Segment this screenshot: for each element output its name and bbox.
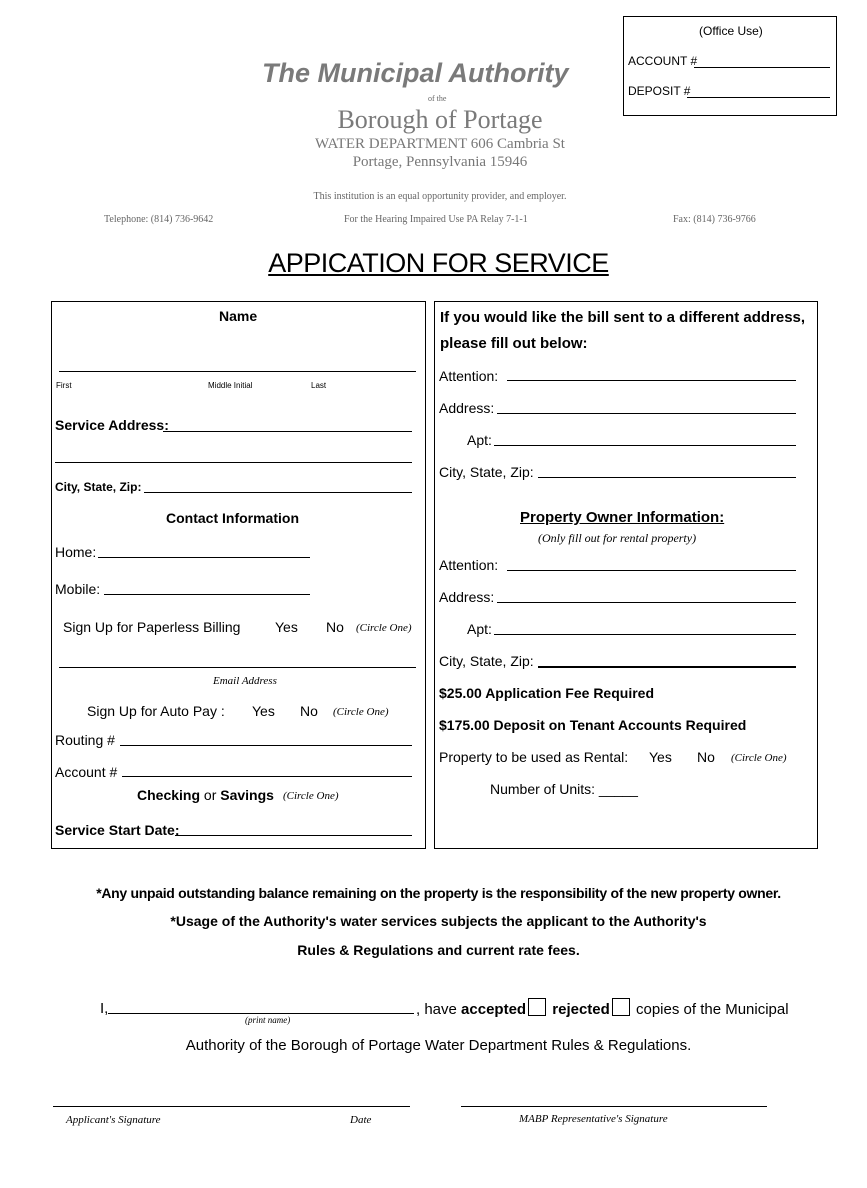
bill-attention-label: Attention: (439, 368, 499, 384)
acceptance-options (416, 998, 789, 1018)
application-fee: $25.00 Application Fee Required (439, 685, 654, 701)
applicant-signature-label: Applicant's Signature (66, 1114, 161, 1126)
account-number-label: ACCOUNT # (628, 54, 698, 68)
owner-attention-field[interactable] (507, 570, 796, 571)
deposit-number-label: DEPOSIT # (628, 84, 691, 98)
first-label: First (56, 381, 72, 390)
account-label: Account # (55, 764, 118, 780)
acceptance-i: I, (100, 1000, 109, 1017)
account-field[interactable] (122, 776, 412, 777)
owner-heading: Property Owner Information: (520, 509, 725, 526)
equal-opportunity: This institution is an equal opportunity provider, and employer. (313, 191, 567, 202)
rental-label: Property to be used as Rental: (439, 749, 629, 765)
owner-apt-label: Apt: (467, 621, 492, 637)
email-label: Email Address (213, 675, 277, 687)
print-name-field[interactable] (108, 1013, 414, 1014)
rental-yes[interactable]: Yes (649, 749, 672, 765)
rep-signature-line[interactable] (461, 1106, 767, 1107)
notice-line-1: *Any unpaid outstanding balance remaining on the property is the responsibility of the new property owner. (96, 885, 781, 901)
print-name-label: (print name) (245, 1015, 291, 1025)
deposit-number-field[interactable] (687, 97, 830, 98)
bill-city-label: City, State, Zip: (439, 464, 534, 480)
savings-option[interactable]: Savings (220, 787, 274, 803)
checking-savings (137, 787, 274, 803)
middle-label: Middle Initial (208, 381, 253, 390)
date-label: Date (350, 1114, 372, 1126)
mobile-phone-field[interactable] (104, 594, 310, 595)
owner-city-field[interactable] (538, 666, 796, 668)
deposit-required: $175.00 Deposit on Tenant Accounts Required (439, 717, 747, 733)
copies-text: copies of the Municipal (635, 1001, 789, 1018)
rental-no[interactable]: No (697, 749, 715, 765)
service-address-field-2[interactable] (55, 462, 412, 463)
owner-address-label: Address: (439, 589, 495, 605)
city-state-zip-field[interactable] (144, 492, 412, 493)
rental-circle-one: (Circle One) (731, 752, 787, 764)
start-date-field[interactable] (175, 835, 412, 836)
autopay-yes[interactable]: Yes (252, 703, 275, 719)
last-label: Last (311, 381, 327, 390)
notice-line-3: Rules & Regulations and current rate fees. (297, 942, 580, 958)
owner-attention-label: Attention: (439, 557, 499, 573)
bill-attention-field[interactable] (507, 380, 796, 381)
mobile-label: Mobile: (55, 581, 101, 597)
service-address-field[interactable] (163, 431, 412, 432)
service-address-label: Service Address: (55, 417, 169, 433)
bill-apt-label: Apt: (467, 432, 492, 448)
paperless-circle-one: (Circle One) (356, 622, 412, 634)
of-the: of the (428, 94, 447, 103)
name-field[interactable] (59, 371, 416, 372)
rejected-checkbox[interactable] (612, 998, 630, 1016)
office-use-title: (Office Use) (699, 24, 763, 38)
accepted-label: accepted (461, 1001, 527, 1018)
account-number-field[interactable] (694, 67, 830, 68)
home-phone-field[interactable] (98, 557, 310, 558)
bill-address-label: Address: (439, 400, 495, 416)
account-type-circle-one: (Circle One) (283, 790, 339, 802)
bill-apt-field[interactable] (494, 445, 796, 446)
office-use-box (623, 16, 837, 116)
applicant-signature-line[interactable] (53, 1106, 410, 1107)
telephone: Telephone: (814) 736-9642 (104, 214, 214, 225)
borough-name: Borough of Portage (337, 105, 543, 134)
accepted-checkbox[interactable] (528, 998, 546, 1016)
paperless-yes[interactable]: Yes (275, 619, 298, 635)
autopay-label: Sign Up for Auto Pay : (87, 703, 225, 719)
owner-city-label: City, State, Zip: (439, 653, 534, 669)
email-field[interactable] (59, 667, 416, 668)
form-title: APPICATION FOR SERVICE (268, 248, 609, 278)
routing-label: Routing # (55, 732, 115, 748)
owner-address-field[interactable] (497, 602, 796, 603)
rep-signature-label: MABP Representative's Signature (519, 1113, 668, 1125)
contact-heading: Contact Information (166, 510, 299, 526)
start-date-label: Service Start Date: (55, 822, 180, 838)
have-text: , have (416, 1001, 457, 1018)
department-address: WATER DEPARTMENT 606 Cambria St (315, 136, 565, 152)
home-label: Home: (55, 544, 97, 560)
number-of-units[interactable]: Number of Units: _____ (490, 781, 638, 797)
bill-heading-2: please fill out below: (440, 335, 588, 352)
relay: For the Hearing Impaired Use PA Relay 7-1-1 (344, 214, 528, 225)
fax: Fax: (814) 736-9766 (673, 214, 756, 225)
autopay-circle-one: (Circle One) (333, 706, 389, 718)
city-state-zip-label: City, State, Zip: (55, 480, 142, 494)
paperless-no[interactable]: No (326, 619, 344, 635)
bill-heading-1: If you would like the bill sent to a different address, (440, 309, 806, 326)
autopay-no[interactable]: No (300, 703, 318, 719)
routing-field[interactable] (120, 745, 412, 746)
notice-line-2: *Usage of the Authority's water services subjects the applicant to the Authority's (170, 913, 707, 929)
city-address: Portage, Pennsylvania 15946 (352, 154, 528, 170)
checking-option[interactable]: Checking (137, 787, 201, 803)
bill-address-field[interactable] (497, 413, 796, 414)
rejected-label: rejected (552, 1001, 610, 1018)
org-name: The Municipal Authority (262, 58, 569, 88)
owner-note: (Only fill out for rental property) (538, 531, 697, 545)
bill-city-field[interactable] (538, 477, 796, 478)
owner-apt-field[interactable] (494, 634, 796, 635)
acceptance-line-2: Authority of the Borough of Portage Water Department Rules & Regulations. (185, 1037, 692, 1054)
or-text: or (203, 787, 217, 803)
paperless-label: Sign Up for Paperless Billing (63, 619, 241, 635)
name-heading: Name (219, 308, 258, 324)
